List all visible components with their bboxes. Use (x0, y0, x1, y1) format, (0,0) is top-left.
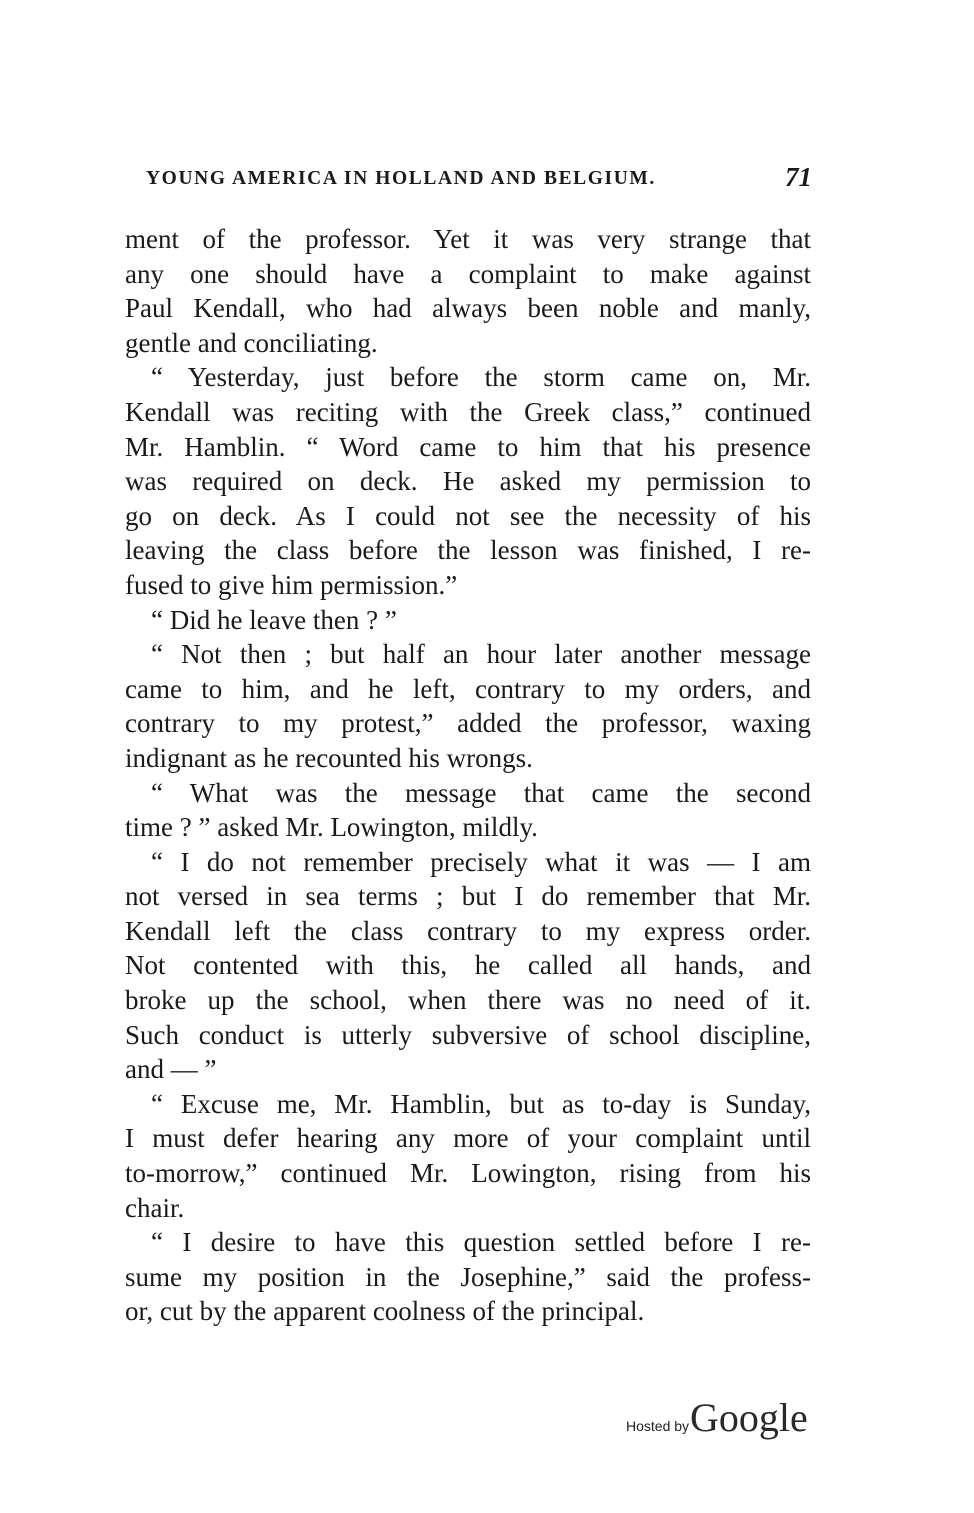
text-line: “ Yesterday, just before the storm came on, Mr. (151, 362, 811, 393)
hosted-by-label: Hosted by (626, 1418, 690, 1434)
text-line: “ Not then ; but half an hour later another message (151, 639, 811, 670)
text-line: chair. (125, 1192, 185, 1223)
text-line: came to him, and he left, contrary to my orders, and (125, 673, 811, 704)
text-line: fused to give him permission.” (125, 569, 458, 600)
text-line: ment of the professor. Yet it was very strange that (125, 224, 811, 254)
running-head: YOUNG AMERICA IN HOLLAND AND BELGIUM. (146, 168, 656, 189)
text-line: “ Excuse me, Mr. Hamblin, but as to-day is Sunday, (151, 1088, 811, 1119)
text-line: to-morrow,” continued Mr. Lowington, rising from his (125, 1158, 811, 1189)
text-line: not versed in sea terms ; but I do remember that Mr. (125, 881, 811, 912)
google-logo: Google (690, 1395, 808, 1440)
text-line: “ I desire to have this question settled before I re- (151, 1227, 811, 1258)
text-line: “ I do not remember precisely what it was — I am (151, 846, 811, 877)
text-line: leaving the class before the lesson was finished, I re- (125, 535, 811, 566)
text-line: indignant as he recounted his wrongs. (125, 742, 533, 773)
text-line: “ Did he leave then ? ” (151, 604, 397, 635)
text-line: Mr. Hamblin. “ Word came to him that his presence (125, 431, 811, 462)
text-line: Such conduct is utterly subversive of school discipline, (125, 1019, 811, 1050)
text-line: Not contented with this, he called all hands, and (125, 950, 811, 981)
text-line: any one should have a complaint to make against (125, 258, 811, 289)
text-line: Paul Kendall, who had always been noble and manly, (125, 293, 811, 324)
text-line: contrary to my protest,” added the professor, waxing (125, 708, 811, 739)
text-line: go on deck. As I could not see the necessity of his (125, 500, 811, 531)
page-header (146, 164, 812, 194)
text-line: sume my position in the Josephine,” said the profess- (125, 1261, 811, 1292)
text-line: Kendall was reciting with the Greek class,” continued (125, 396, 811, 427)
text-line: or, cut by the apparent coolness of the principal. (125, 1296, 645, 1327)
body-text (125, 222, 811, 1329)
text-line: time ? ” asked Mr. Lowington, mildly. (125, 812, 538, 843)
text-line: gentle and conciliating. (125, 327, 378, 358)
text-line: and — ” (125, 1054, 217, 1085)
text-line: I must defer hearing any more of your complaint until (125, 1123, 811, 1154)
text-line: Kendall left the class contrary to my express order. (125, 915, 811, 946)
text-line: “ What was the message that came the second (151, 777, 811, 808)
page-number: 71 (785, 162, 812, 192)
text-line: broke up the school, when there was no need of it. (125, 985, 811, 1016)
hosted-by-watermark (626, 1395, 808, 1447)
text-line: was required on deck. He asked my permission to (125, 466, 811, 497)
